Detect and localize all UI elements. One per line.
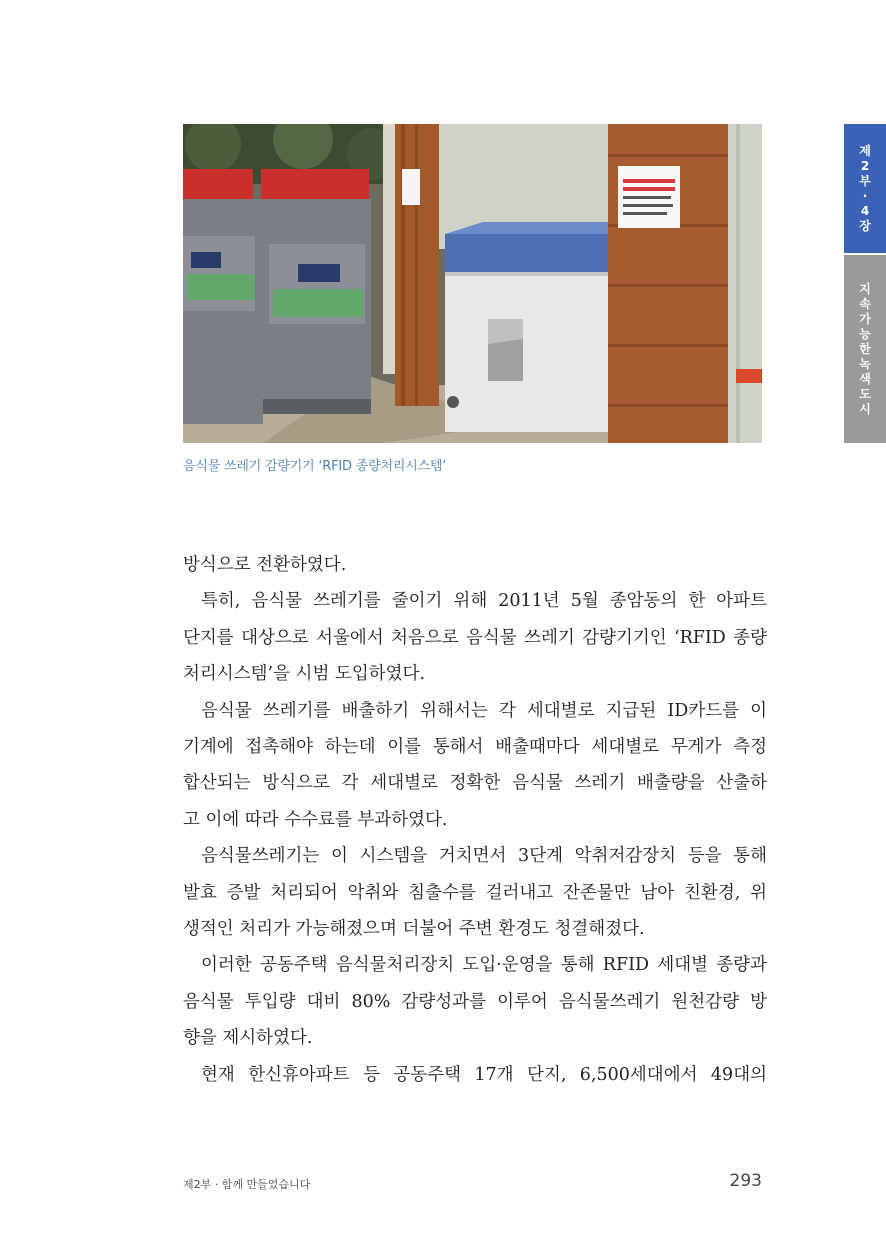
body-line: 음식물쓰레기는 이 시스템을 거치면서 3단계 악취저감장치 등을 통해: [201, 846, 767, 867]
body-line: 처리시스템’을 시범 도입하였다.: [183, 664, 426, 685]
topic-tab-char: 한: [859, 341, 871, 356]
photo-illustration: [183, 124, 762, 443]
topic-tab-char: 능: [859, 326, 871, 341]
body-line: 고 이에 따라 수수료를 부과하였다.: [183, 809, 448, 830]
topic-tab-char: 가: [859, 311, 871, 326]
body-text: [183, 547, 767, 1093]
topic-tab-char: 도: [859, 386, 871, 401]
topic-tab[interactable]: [844, 255, 886, 443]
body-line: 기계에 접촉해야 하는데 이를 통해서 배출때마다 세대별로 무게가 측정: [183, 737, 767, 758]
chapter-tab-char: 제: [859, 143, 871, 158]
photo-caption: 음식물 쓰레기 감량기기 ‘RFID 종량처리시스템’: [183, 459, 447, 474]
body-line: 향을 제시하였다.: [183, 1028, 313, 1049]
body-line: 단지를 대상으로 서울에서 처음으로 음식물 쓰레기 감량기기인 ‘RFID 종량: [183, 627, 767, 648]
topic-tab-char: 색: [859, 371, 871, 386]
chapter-tab-char: 장: [859, 218, 871, 233]
body-line: 합산되는 방식으로 각 세대별로 정확한 음식물 쓰레기 배출량을 산출하: [183, 773, 767, 794]
body-line: 음식물 투입량 대비 80% 감량성과를 이루어 음식물쓰레기 원천감량 방: [183, 991, 767, 1012]
topic-tab-char: 지: [859, 281, 871, 296]
chapter-tab-char: 2: [860, 158, 870, 173]
page-number: 293: [729, 1171, 762, 1191]
topic-tab-char: 속: [859, 296, 871, 311]
chapter-tab[interactable]: [844, 124, 886, 253]
body-line: 음식물 쓰레기를 배출하기 위해서는 각 세대별로 지급된 ID카드를 이: [201, 700, 767, 721]
body-line: 발효 증발 처리되어 악취와 침출수를 걸러내고 잔존물만 남아 친환경, 위: [183, 882, 767, 903]
body-line: 현재 한신휴아파트 등 공동주택 17개 단지, 6,500세대에서 49대의: [201, 1064, 767, 1085]
footer-section-title: 제2부 · 함께 만들었습니다: [183, 1178, 311, 1191]
chapter-tab-char: 부: [859, 173, 871, 188]
body-line: 특히, 음식물 쓰레기를 줄이기 위해 2011년 5월 종암동의 한 아파트: [201, 591, 767, 612]
body-line: 이러한 공동주택 음식물처리장치 도입·운영을 통해 RFID 세대별 종량과: [201, 955, 767, 976]
photo-rfid-food-waste-system: [183, 124, 762, 443]
topic-tab-char: 녹: [859, 356, 871, 371]
body-line: 방식으로 전환하였다.: [183, 555, 347, 575]
chapter-tab-char: ·: [862, 188, 868, 203]
chapter-tab-char: 4: [860, 203, 870, 218]
body-line: 생적인 처리가 가능해졌으며 더불어 주변 환경도 청결해졌다.: [183, 919, 645, 940]
topic-tab-char: 시: [859, 401, 871, 416]
